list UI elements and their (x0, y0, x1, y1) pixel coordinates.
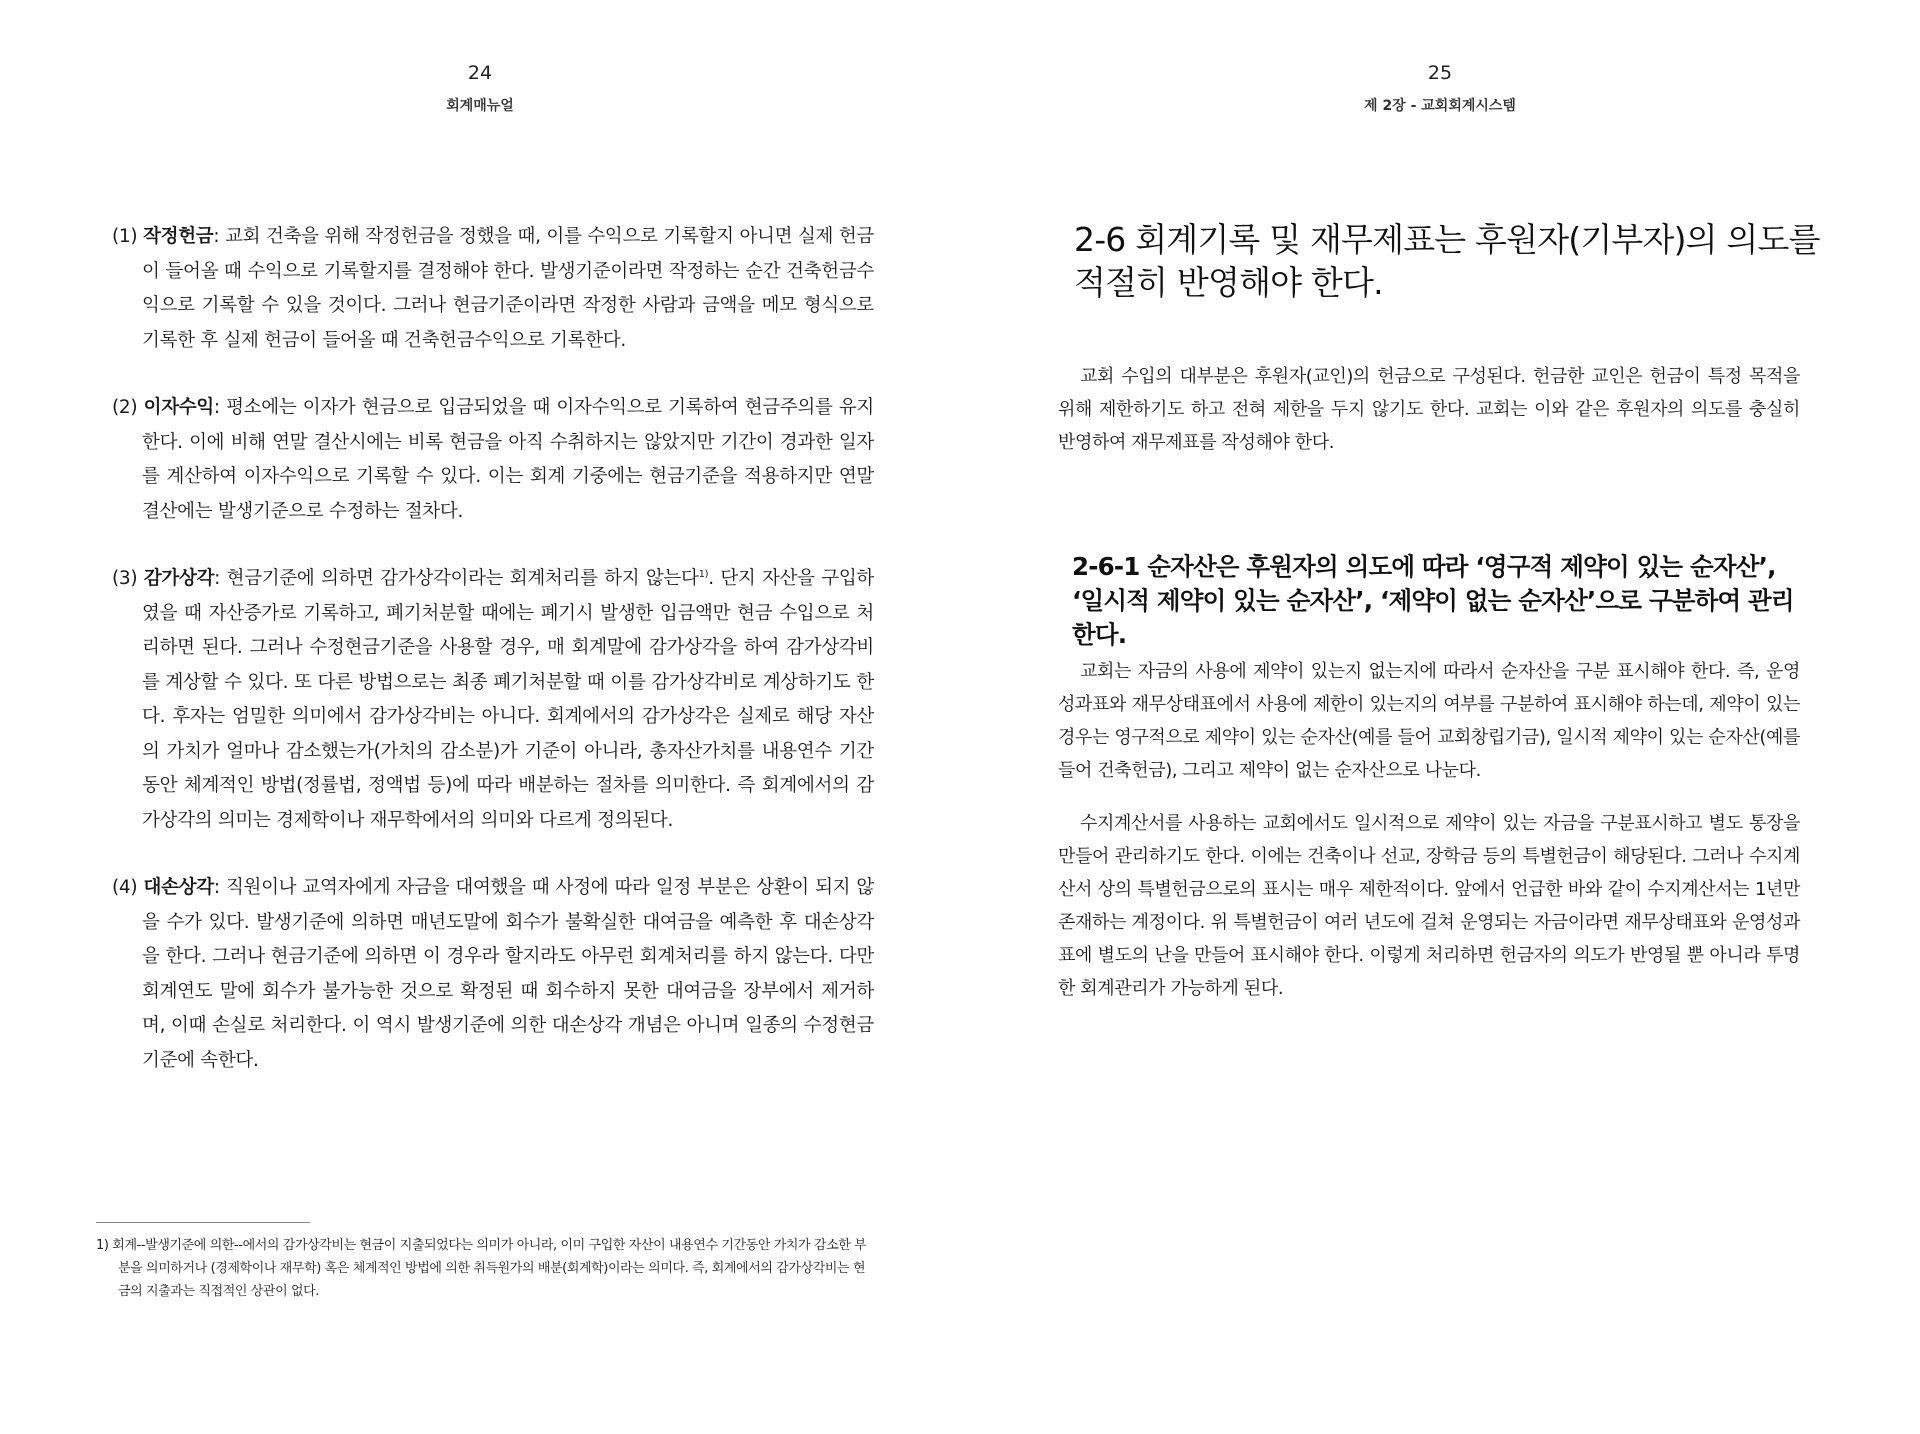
footnote (96, 1234, 876, 1303)
item-text (142, 568, 874, 831)
item-text-part: : 현금기준에 의하면 감가상각이라는 회계처리를 하지 않는다 (214, 568, 699, 589)
footnote-text: 회계--발생기준에 의한--에서의 감가상각비는 현금이 지출되었다는 의미가 아니라, 이미 구입한 자산이 내용연수 기간동안 가치가 감소한 부분을 의미하거나 (경제학이나 재무학) 혹은 체계적인 방법에 의한 취득원가의 배분(회계학)이라는 의미다. 즉, 회계에서의 감가상각비는 현금의 지출과는 직접적인 상관이 없다. (112, 1238, 867, 1299)
subsection-title: 2-6-1 순자산은 후원자의 의도에 따라 ‘영구적 제약이 있는 순자산’, ‘일시적 제약이 있는 순자산’, ‘제약이 없는 순자산’으로 구분하여 관리한다. (1072, 552, 1794, 649)
footnote-divider (96, 1222, 310, 1223)
list-item (112, 220, 874, 358)
body-paragraph: 수지계산서를 사용하는 교회에서도 일시적으로 제약이 있는 자금을 구분표시하고 별도 통장을 만들어 관리하기도 한다. 이에는 건축이나 선교, 장학금 등의 특별헌금이 해당된다. 그러나 수지계산서 상의 특별헌금으로의 표시는 매우 제한적이다. 앞에서 언급한 바와 같이 수지계산서는 1년만 존재하는 계정이다. 위 특별헌금이 여러 년도에 걸쳐 운영되는 자금이라면 재무상태표와 운영성과표에 별도의 난을 만들어 표시해야 한다. 이렇게 처리하면 헌금자의 의도가 반영될 뿐 아니라 투명한 회계관리가 가능하게 된다. (1058, 813, 1800, 999)
intro-paragraph: 교회 수입의 대부분은 후원자(교인)의 헌금으로 구성된다. 헌금한 교인은 헌금이 특정 목적을 위해 제한하기도 하고 전혀 제한을 두지 않기도 한다. 교회는 이와 같은 후원자의 의도를 충실히 반영하여 재무제표를 작성해야 한다. (1058, 366, 1800, 453)
list-item (112, 562, 874, 838)
item-number: (4) (112, 877, 138, 898)
section-title: 2-6 회계기록 및 재무제표는 후원자(기부자)의 의도를 적절히 반영해야 한다. (1074, 220, 1820, 302)
item-term: 감가상각 (143, 568, 215, 589)
numbered-list (112, 220, 874, 1111)
running-header: 제 2장 - 교회회계시스템 (1364, 98, 1516, 114)
item-number: (2) (112, 397, 138, 418)
item-number: (3) (112, 568, 138, 589)
running-header: 회계매뉴얼 (446, 98, 514, 114)
footnote-marker: 1) (96, 1238, 109, 1253)
page-number: 24 (467, 62, 493, 84)
item-text: : 평소에는 이자가 현금으로 입금되었을 때 이자수익으로 기록하여 현금주의를 유지한다. 이에 비해 연말 결산시에는 비록 현금을 아직 수취하지는 않았지만 기간이 경과한 일자를 계산하여 이자수익으로 기록할 수 있다. 이는 회계 기중에는 현금기준을 적용하지만 연말 결산에는 발생기준으로 수정하는 절차다. (142, 397, 874, 522)
item-number: (1) (112, 226, 138, 247)
item-term: 대손상각 (143, 877, 214, 898)
right-page (960, 0, 1920, 1434)
item-term: 작정헌금 (143, 226, 214, 247)
item-term: 이자수익 (143, 397, 214, 418)
footnote-reference: 1) (698, 568, 709, 580)
list-item (112, 871, 874, 1078)
body-paragraph: 교회는 자금의 사용에 제약이 있는지 없는지에 따라서 순자산을 구분 표시해야 한다. 즉, 운영성과표와 재무상태표에서 사용에 제한이 있는지의 여부를 구분하여 표시해야 하는데, 제약이 있는 경우는 영구적으로 제약이 있는 순자산(예를 들어 교회창립기금), 일시적 제약이 있는 순자산(예를 들어 건축헌금), 그리고 제약이 없는 순자산으로 나눈다. (1058, 661, 1800, 781)
item-text: : 교회 건축을 위해 작정헌금을 정했을 때, 이를 수익으로 기록할지 아니면 실제 헌금이 들어올 때 수익으로 기록할지를 결정해야 한다. 발생기준이라면 작정하는 순간 건축헌금수익으로 기록할 수 있을 것이다. 그러나 현금기준이라면 작정한 사람과 금액을 메모 형식으로 기록한 후 실제 헌금이 들어올 때 건축헌금수익으로 기록한다. (142, 226, 874, 351)
list-item (112, 391, 874, 529)
item-text-part: . 단지 자산을 구입하였을 때 자산증가로 기록하고, 폐기처분할 때에는 폐기시 발생한 입금액만 현금 수입으로 처리하면 된다. 그러나 수정현금기준을 사용할 경우, 매 회계말에 감가상각을 하여 감가상각비를 계상할 수 있다. 또 다른 방법으로는 최종 폐기처분할 때 이를 감가상각비로 계상하기도 한다. 후자는 엄밀한 의미에서 감가상각비는 아니다. 회계에서의 감가상각은 실제로 해당 자산의 가치가 얼마나 감소했는가(가치의 감소분)가 기준이 아니라, 총자산가치를 내용연수 기간동안 체계적인 방법(정률법, 정액법 등)에 따라 배분하는 절차를 의미한다. 즉 회계에서의 감가상각의 의미는 경제학이나 재무학에서의 의미와 다르게 정의된다. (142, 568, 874, 831)
item-text: : 직원이나 교역자에게 자금을 대여했을 때 사정에 따라 일정 부분은 상환이 되지 않을 수가 있다. 발생기준에 의하면 매년도말에 회수가 불확실한 대여금을 예측한 후 대손상각을 한다. 그러나 현금기준에 의하면 이 경우라 할지라도 아무런 회계처리를 하지 않는다. 다만 회계연도 말에 회수가 불가능한 것으로 확정된 때 회수하지 못한 대여금을 장부에서 제거하며, 이때 손실로 처리한다. 이 역시 발생기준에 의한 대손상각 개념은 아니며 일종의 수정현금기준에 속한다. (142, 877, 874, 1071)
page-number: 25 (1427, 62, 1453, 84)
